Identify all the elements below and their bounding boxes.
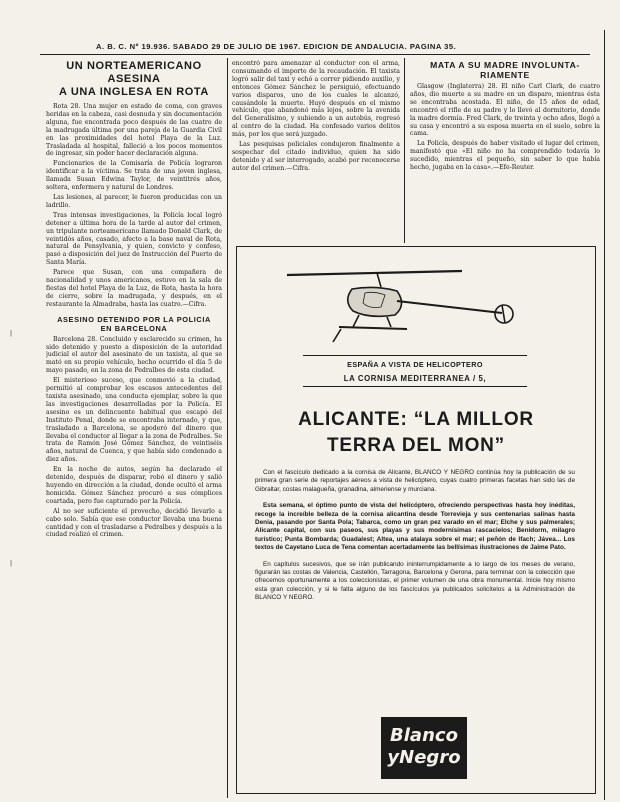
article2-headline	[46, 315, 222, 333]
article2-headline-line1: ASESINO DETENIDO POR LA POLICIA	[57, 314, 211, 324]
blanco-y-negro-logo	[381, 717, 467, 779]
article1-paragraph: Parece que Susan, con una compañera de nacionalidad y unos americanos, estuvo en la sala de fiestas del hotel Playa de la Luz, de Rota, hasta la hora de cierre, sobre la madrugada, y después, en el restaurante la Almadraba, hasta las cuatro.—Cifra.	[46, 269, 222, 308]
article3-paragraph: encontró para amenazar al conductor con el arma, consumando el importe de la recaudación. El taxista logró salir del taxi y echó a correr pidiendo auxilio, y entonces Gómez Sánchez le persiguió, efectuando varios disparos, uno de los cuales le alcanzó, causándole la muerte. Huyó después en el mismo vehículo, que abandonó más lejos, sobre la avenida del Generalísimo, y subiendo a un autobús, regresó al centro de la ciudad. Ha confesado varios delitos más, por los que será juzgado.	[232, 60, 400, 139]
article2-paragraph: En la noche de autos, según ha declarado el detenido, después de disparar, robó el dinero y salió huyendo en dirección a la ciudad, donde ocultó el arma homicida. Gómez Sánchez procuró a sus cómplices coartada, pero fue capturado por la Policía.	[46, 466, 222, 505]
advert-title	[247, 407, 585, 459]
advert-banner	[303, 355, 527, 387]
header-rule	[40, 54, 590, 55]
logo-line1: Blanco	[390, 725, 458, 746]
article1-headline-line1: UN NORTEAMERICANO ASESINA	[66, 60, 202, 85]
advert-series: LA CORNISA MEDITERRANEA / 5,	[343, 374, 487, 383]
column-right	[410, 60, 600, 240]
advert-title-line1: ALICANTE: “LA MILLOR	[298, 409, 534, 430]
article4-headline-line2: RIAMENTE	[480, 70, 530, 80]
article2-paragraph: El misterioso suceso, que conmovió a la ciudad, permitió al comprobar los escasos antecedentes del taxista asesinado, una conducta ejemplar, sobre la que las investigaciones desarrolladas por la Policía. El asesino es un delincuente habitual que escapó del Instituto Penal, donde se encontraba internado, y que, trasladado a Barcelona, se apoderó del dinero que llevaba el conductor al llegar a la zona de Pedralbes. Se trata de Ramón José Gómez Sánchez, de veintiséis años, natural de Cuenca, y que había sido condenado a diez años.	[46, 377, 222, 464]
column-rule-2	[404, 58, 405, 243]
margin-mark: |	[10, 560, 13, 567]
logo-line2: yNegro	[387, 747, 461, 768]
article1-headline	[46, 60, 222, 99]
advert-paragraph: Esta semana, el óptimo punto de vista del helicóptero, ofreciendo perspectivas hasta hoy inéditas, recoge la increíble belleza de la cornisa alicantina desde Torrevieja y sus centenarias salinas hasta Denia, pasando por Santa Pola; Tabarca, como un gran pez varado en el mar; Elche y sus palmerales; Alicante capital, con sus paseos, sus playas y sus modernísimas rascacielos; Benidorm, milagro turístico; Punta Bombarda; Guadalest; Altea, una atalaya sobre el mar; el peñón de Ifach; Jávea... Los textos de Cayetano Luca de Tena comentan acertadamente las bellísimas ilustraciones de Jaime Pato.	[255, 502, 575, 552]
article1-paragraph: Rota 28. Una mujer en estado de coma, con graves heridas en la cabeza, casi desnuda y sin documentación alguna, fue encontrada poco después de las cuatro de la madrugada última por una pareja de la Guardia Civil en las proximidades del hotel Playa de la Luz. Trasladada al hospital, falleció a los pocos momentos de ingresar, sin poder hacer declaración alguna.	[46, 103, 222, 158]
article4-paragraph: La Policía, después de haber visitado el lugar del crimen, manifestó que «El niño no ha comprendido todavía lo sucedido, mientras el pequeño, sin saber lo que había hecho, jugaba en la casa».—Efe-Reuter.	[410, 140, 600, 172]
article2-paragraph: Al no ser suficiente el provecho, decidió llevarlo a cabo solo. Sabía que ese conductor llevaba una buena cantidad y con el trasladarse a Pedralbes y después a la ciudad realizó el crimen.	[46, 507, 222, 539]
page-header: A. B. C. Nº 19.936. SABADO 29 DE JULIO DE 1967. EDICION DE ANDALUCIA. PAGINA 35.	[96, 42, 457, 51]
article1-paragraph: Las lesiones, al parecer, le fueron producidas con un ladrillo.	[46, 193, 222, 209]
advert-kicker: ESPAÑA A VISTA DE HELICOPTERO	[347, 360, 483, 369]
article1-paragraph: Funcionarios de la Comisaría de Policía lograron identificar a la víctima. Se trata de una joven inglesa, llamada Susan Edwina Taylor, de veintitrés años, soltera, enfermera y natural de Londres.	[46, 160, 222, 192]
article3-paragraph: Las pesquisas policiales condujeron finalmente a sospechar del citado individuo, quien ha sido detenido y al ser interrogado, acabó por reconocerse autor del crimen.—Cifra.	[232, 141, 400, 172]
article2-paragraph: Barcelona 28. Concluido y esclarecido su crimen, ha sido detenido y puesto a disposición de la autoridad judicial el autor del asesinato de un taxista, al que se mató en su propio vehículo, hecho ocurrido el día 5 de mayo pasado, en la zona de Pedralbes de esta ciudad.	[46, 335, 222, 375]
column-rule-1	[227, 58, 228, 798]
advert-paragraph: En capítulos sucesivos, que se irán publicando ininterrumpidamente a lo largo de los meses de verano, figurarán las costas de Valencia, Castellón, Tarragona, Barcelona y Gerona, para terminar con la colección que ofrecemos oportunamente a los coleccionistas, el primer volumen de una obra monumental. Inicie hoy mismo esta gran colección, y si le falta alguno de los fascículos ya publicados solicítelos a la Administración de BLANCO Y NEGRO.	[255, 560, 575, 602]
helicopter-illustration	[257, 257, 577, 367]
article4-paragraph: Glasgow (Inglaterra) 28. El niño Carl Clark, de cuatro años, dio muerte a su madre en un disparo, mientras ésta se encontraba acostada. El niño, de 15 años de edad, encontró el rifle de su padre y lo llevó al dormitorio, donde la madre dormía. Fred Clark, de treinta y ocho años, llegó a su casa y encontró a su esposa muerta en el suelo, sobre la cama.	[410, 83, 600, 138]
advert-body	[255, 469, 575, 603]
advert-paragraph: Con el fascículo dedicado a la cornisa de Alicante, BLANCO Y NEGRO continúa hoy la publicación de su primera gran serie de reportajes aéreos a vista de helicóptero, cuyas cuatro primeras facetas han sido las de Gibraltar, costas malagueña, granadina, almeriense y murciana.	[255, 469, 575, 493]
column-left	[46, 60, 222, 800]
article2-headline-line2: EN BARCELONA	[100, 323, 168, 333]
article1-paragraph: Tras intensas investigaciones, la Policía local logró detener a última hora de la tarde al autor del crimen, un tripulante norteamericano llamado Donald Clark, de veintidós años, casado, afecto a la base naval de Rota, natural de Pensylvania, y quien, convicto y confeso, pasó a disposición del juez de Instrucción del Puerto de Santa María.	[46, 211, 222, 267]
article1-headline-line2: A UNA INGLESA EN ROTA	[59, 86, 209, 98]
article4-headline-line1: MATA A SU MADRE INVOLUNTA-	[430, 60, 580, 70]
advert-box	[236, 246, 596, 794]
column-middle	[232, 60, 400, 240]
margin-mark: |	[10, 330, 13, 337]
advert-title-line2: TERRA DEL MON”	[327, 435, 505, 456]
article4-headline	[410, 60, 600, 80]
right-edge-rule	[604, 30, 605, 800]
